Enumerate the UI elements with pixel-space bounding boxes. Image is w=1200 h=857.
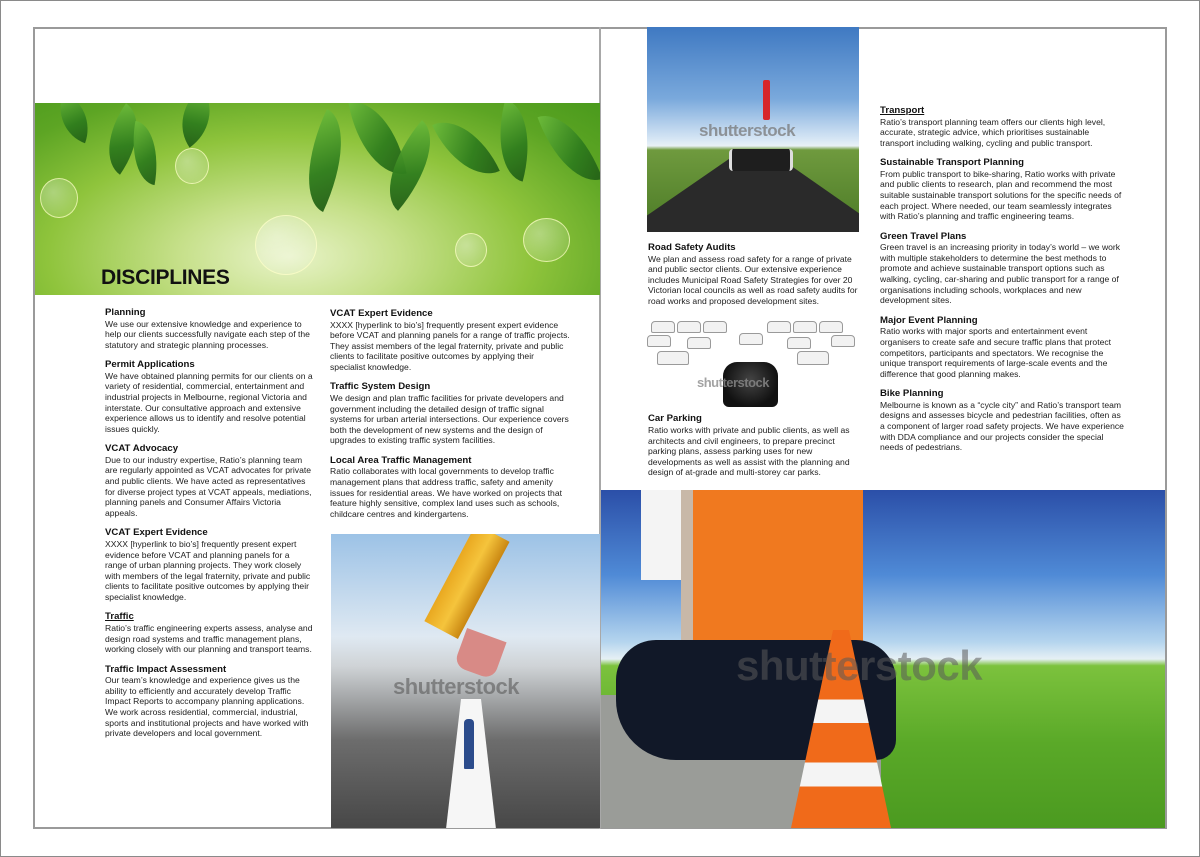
- discipline-section: [105, 664, 313, 739]
- section-heading: Permit Applications: [105, 359, 195, 371]
- middle-column: [330, 308, 570, 528]
- watermark-text: shutterstock: [393, 674, 520, 699]
- discipline-section: [105, 611, 313, 654]
- section-body: We have obtained planning permits for our clients on a variety of residential, commercial, entertainment and industrial projects in Melbourne, regional Victoria and interstate. Our consultative approach and extensive experience allows us to identify and resolve potential issues quickly.: [105, 370, 313, 434]
- cars-image: [647, 317, 855, 407]
- section-body: We plan and assess road safety for a range of private and public sector clients. Our extensive experience includes Municipal Road Safety Strategies for over 20 Victorian local councils as well as road safety audits for road works and proposed development sites.: [648, 253, 858, 306]
- discipline-section: [648, 413, 862, 477]
- discipline-section: [105, 443, 313, 518]
- discipline-section: [330, 381, 570, 445]
- section-body: Ratio’s traffic engineering experts assess, analyse and design road systems and traffic management plans, working closely with our planning and transport teams.: [105, 622, 313, 655]
- section-heading: Transport: [880, 105, 925, 116]
- section-body: XXXX [hyperlink to bio’s] frequently present expert evidence before VCAT and planning panels for a range of traffic projects. They assist members of the legal fraternity, private and public clients to facilitate positive outcomes by applying their specialist knowledge.: [330, 319, 570, 372]
- right-outer-column: [880, 105, 1125, 462]
- watermark-text: shutterstock: [699, 121, 796, 140]
- section-heading: Major Event Planning: [880, 314, 978, 326]
- watermark-text: shutterstock: [697, 375, 770, 390]
- discipline-section: [880, 231, 1125, 306]
- discipline-section: [330, 455, 570, 519]
- section-heading: VCAT Advocacy: [105, 443, 179, 455]
- section-heading: Planning: [105, 307, 146, 318]
- section-heading: VCAT Expert Evidence: [330, 308, 433, 319]
- discipline-section: [648, 242, 862, 306]
- section-body: We use our extensive knowledge and experience to help our clients successfully navigate each step of the statutory and strategic planning processes.: [105, 318, 310, 350]
- section-body: Melbourne is known as a “cycle city” and Ratio’s transport team designs and assesses bicycle and pedestrian facilities, often as a component of larger road safety projects. We have experience with DDA compliance and our projects consider the special needs of pedestrians.: [880, 399, 1124, 453]
- discipline-section: [105, 359, 313, 434]
- section-body: Ratio works with private and public clients, as well as architects and civil engineers, to prepare precinct parking plans, assess parking uses for new developments as well as assist with the planning and design of at-grade and multi-storey car parks.: [648, 424, 850, 478]
- section-heading: Road Safety Audits: [648, 242, 736, 253]
- discipline-section: [880, 105, 1125, 148]
- pencil-roads-image: [331, 534, 600, 828]
- section-body: Green travel is an increasing priority in today’s world – we work with multiple stakeholders to determine the best methods to promote and achieve sustainable transport options such as walking, cycling, car-sharing and public transport for a range of organisations including schools, workplaces and new development sites.: [880, 242, 1121, 306]
- discipline-section: [880, 388, 1125, 452]
- section-body: Due to our industry expertise, Ratio’s planning team are regularly appointed as VCAT advocates for private and public clients. We have acted as representatives for diverse project types at VCAT appeals, mediations, planning panels and Consumer Affairs Victoria appeals.: [105, 454, 312, 518]
- section-body: Ratio’s transport planning team offers our clients high level, accurate, strategic advice, which prioritises sustainable transport including walking, cycling and public transport.: [880, 116, 1106, 148]
- section-body: From public transport to bike-sharing, Ratio works with private and public clients to research, plan and recommend the most suitable sustainable transport solutions for the specific needs of each project. Where needed, our team seamlessly integrates with Ratio’s planning and traffic engineering teams.: [880, 168, 1122, 222]
- section-body: Our team’s knowledge and experience gives us the ability to efficiently and accurately develop Traffic Impact Reports to accompany planning applications. We work across residential, commercial, industrial, sports and institutional projects and have worked with private developers and local government.: [105, 675, 309, 739]
- section-body: We design and plan traffic facilities for private developers and government including the detailed design of traffic signal systems for urban arterial intersections. Our experience covers both the development of new systems and the design of upgrades to existing traffic system facilities.: [330, 392, 569, 446]
- section-heading: Sustainable Transport Planning: [880, 157, 1024, 169]
- section-heading: Traffic: [105, 611, 134, 623]
- section-heading: Green Travel Plans: [880, 230, 967, 242]
- discipline-section: [105, 307, 313, 350]
- section-heading: Bike Planning: [880, 388, 944, 400]
- section-heading: VCAT Expert Evidence: [105, 527, 208, 539]
- discipline-section: [880, 315, 1125, 379]
- section-heading: Car Parking: [648, 413, 702, 425]
- watermark-text: shutterstock: [736, 642, 983, 689]
- discipline-section: [880, 157, 1125, 221]
- section-heading: Traffic System Design: [330, 381, 431, 393]
- section-heading: Local Area Traffic Management: [330, 454, 472, 466]
- discipline-section: [330, 308, 570, 372]
- left-column: [105, 307, 313, 748]
- section-body: XXXX [hyperlink to bio’s] frequently present expert evidence before VCAT and planning panels for a range of urban planning projects. They work closely with members of the legal fraternity, private and public clients to facilitate positive outcomes by applying their specialist knowledge.: [105, 538, 311, 602]
- page-title: DISCIPLINES: [101, 266, 230, 289]
- worker-cone-image: [601, 490, 1165, 828]
- section-heading: Traffic Impact Assessment: [105, 663, 227, 675]
- road-roller-image: [647, 27, 859, 232]
- discipline-section: [105, 527, 313, 602]
- section-body: Ratio works with major sports and entertainment event organisers to create safe and secure traffic plans that protect competitors, participants and spectators. We recognise the unique transport requirements of large-scale events and the difference that good planning makes.: [880, 326, 1112, 379]
- section-body: Ratio collaborates with local governments to develop traffic management plans that address traffic, safety and amenity issues for residential areas. We have worked on projects that feature highly sensitive, complex land uses such as schools, childcare centres and kindergartens.: [330, 466, 562, 519]
